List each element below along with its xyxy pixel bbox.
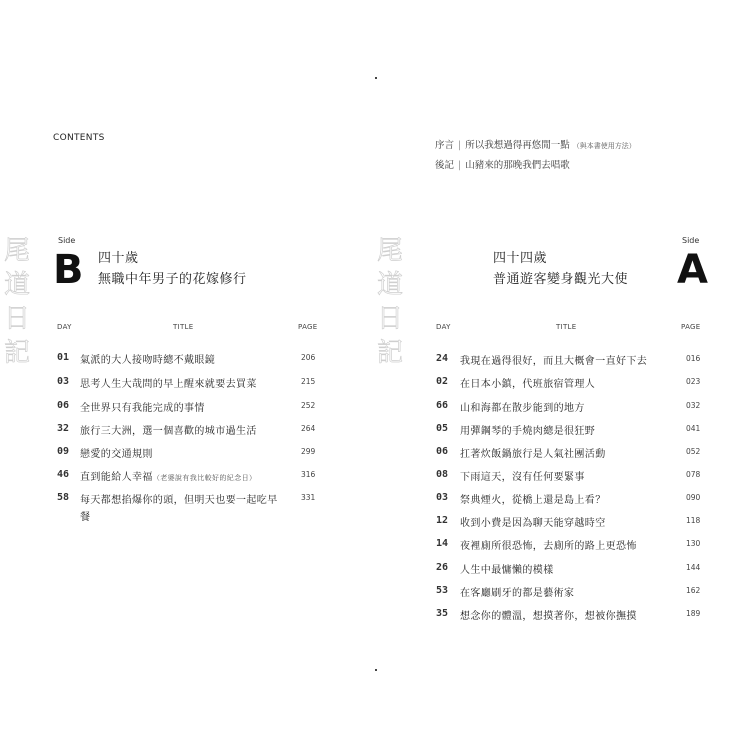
entry-title-text: 直到能給人幸福	[80, 472, 153, 483]
side-b-letter: B	[53, 247, 84, 293]
vertical-title-char: 尾	[376, 236, 403, 266]
entry-day: 53	[436, 585, 449, 596]
entry-title: 山和海都在散步能到的地方	[460, 403, 585, 414]
entry-page: 118	[686, 516, 701, 525]
vertical-title-char: 日	[3, 304, 30, 334]
preface-label: 序言	[435, 140, 455, 151]
vertical-title-char: 尾	[3, 236, 30, 266]
entry-day: 03	[436, 492, 449, 503]
entry-page: 162	[686, 586, 701, 595]
entry-day: 35	[436, 608, 449, 619]
entry-day: 01	[57, 352, 70, 363]
entry-title: 全世界只有我能完成的事情	[80, 403, 205, 414]
entry-page: 299	[301, 447, 316, 456]
bottom-mark	[375, 669, 377, 671]
entry-day: 14	[436, 538, 449, 549]
side-b-label: Side	[58, 236, 76, 245]
entry-page: 316	[301, 470, 316, 479]
entry-page: 130	[686, 539, 701, 548]
entry-title: 下雨這天，沒有任何要緊事	[460, 472, 585, 483]
side-a-label: Side	[682, 236, 700, 245]
entry-title: 人生中最慵懶的模樣	[460, 565, 554, 576]
preface-line	[435, 137, 636, 151]
top-mark	[375, 77, 377, 79]
afterword-text: 山豬來的那晚我們去唱歌	[465, 160, 570, 171]
afterword-label: 後記	[435, 160, 455, 171]
entry-title: 祭典煙火，從橋上還是島上看？	[460, 495, 606, 506]
entry-day: 06	[57, 400, 70, 411]
entry-day: 05	[436, 423, 449, 434]
afterword-line	[435, 157, 570, 171]
entry-title	[80, 469, 256, 487]
entry-page: 264	[301, 424, 316, 433]
entry-day: 08	[436, 469, 449, 480]
entry-day: 26	[436, 562, 449, 573]
vertical-title-char: 記	[376, 338, 403, 368]
entry-title: 戀愛的交通規則	[80, 449, 153, 460]
separator: |	[458, 140, 462, 151]
entry-page: 206	[301, 353, 316, 362]
entry-day: 03	[57, 376, 70, 387]
entry-page: 052	[686, 447, 701, 456]
side-b-title-line2: 無職中年男子的花嫁修行	[98, 272, 247, 287]
entry-title: 在日本小鎮，代班旅宿管理人	[460, 379, 596, 390]
page-header: PAGE	[298, 323, 318, 331]
entry-page: 189	[686, 609, 701, 618]
contents-label: CONTENTS	[53, 133, 105, 143]
entry-title: 收到小費是因為聊天能穿越時空	[460, 518, 606, 529]
entry-day: 12	[436, 515, 449, 526]
page-header: PAGE	[681, 323, 701, 331]
vertical-title-char: 記	[3, 338, 30, 368]
entry-title: 想念你的體溫，想摸著你，想被你撫摸	[460, 611, 637, 622]
side-a-title-line1: 四十四歲	[493, 251, 548, 266]
side-a-title-line2: 普通遊客變身觀光大使	[493, 272, 629, 287]
vertical-title-char: 道	[3, 270, 30, 300]
vertical-title-char: 日	[376, 304, 403, 334]
day-header: DAY	[436, 323, 451, 331]
vertical-title-right	[375, 234, 405, 370]
entry-day: 06	[436, 446, 449, 457]
entry-note: （老婆說有我比較好的紀念日）	[152, 474, 257, 482]
entry-day: 32	[57, 423, 70, 434]
side-a-letter: A	[677, 247, 708, 293]
preface-text: 所以我想過得再悠閒一點	[465, 140, 570, 151]
entry-title: 每天都想掐爆你的頭，但明天也要一起吃早餐	[80, 495, 278, 523]
entry-page: 023	[686, 377, 701, 386]
entry-page: 090	[686, 493, 701, 502]
entry-page: 215	[301, 377, 316, 386]
entry-page: 016	[686, 354, 701, 363]
separator: |	[458, 160, 462, 171]
entry-title: 在客廳刷牙的都是藝術家	[460, 588, 575, 599]
entry-title: 旅行三大洲，選一個喜歡的城市過生活	[80, 426, 257, 437]
entry-day: 02	[436, 376, 449, 387]
title-header: TITLE	[556, 323, 577, 331]
entry-page: 144	[686, 563, 701, 572]
side-b-title-line1: 四十歲	[98, 251, 139, 266]
day-header: DAY	[57, 323, 72, 331]
entry-title: 思考人生大哉問的早上醒來就要去買菜	[80, 379, 257, 390]
entry-day: 24	[436, 353, 449, 364]
entry-day: 58	[57, 492, 70, 503]
preface-note: （與本書使用方法）	[572, 142, 636, 150]
entry-title: 用彈鋼琴的手燒肉總是很狂野	[460, 426, 596, 437]
entry-day: 46	[57, 469, 70, 480]
entry-title: 我現在過得很好，而且大概會一直好下去	[460, 356, 648, 367]
entry-page: 252	[301, 401, 316, 410]
entry-page: 041	[686, 424, 701, 433]
vertical-title-char: 道	[376, 270, 403, 300]
title-header: TITLE	[173, 323, 194, 331]
entry-title: 夜裡廁所很恐怖，去廁所的路上更恐怖	[460, 541, 637, 552]
entry-title: 扛著炊飯鍋旅行是人氣社團活動	[460, 449, 606, 460]
entry-day: 09	[57, 446, 70, 457]
entry-title: 氣派的大人接吻時總不戴眼鏡	[80, 355, 216, 366]
vertical-title-left	[2, 234, 32, 370]
entry-page: 331	[301, 493, 316, 502]
entry-page: 032	[686, 401, 701, 410]
entry-day: 66	[436, 400, 449, 411]
entry-page: 078	[686, 470, 701, 479]
